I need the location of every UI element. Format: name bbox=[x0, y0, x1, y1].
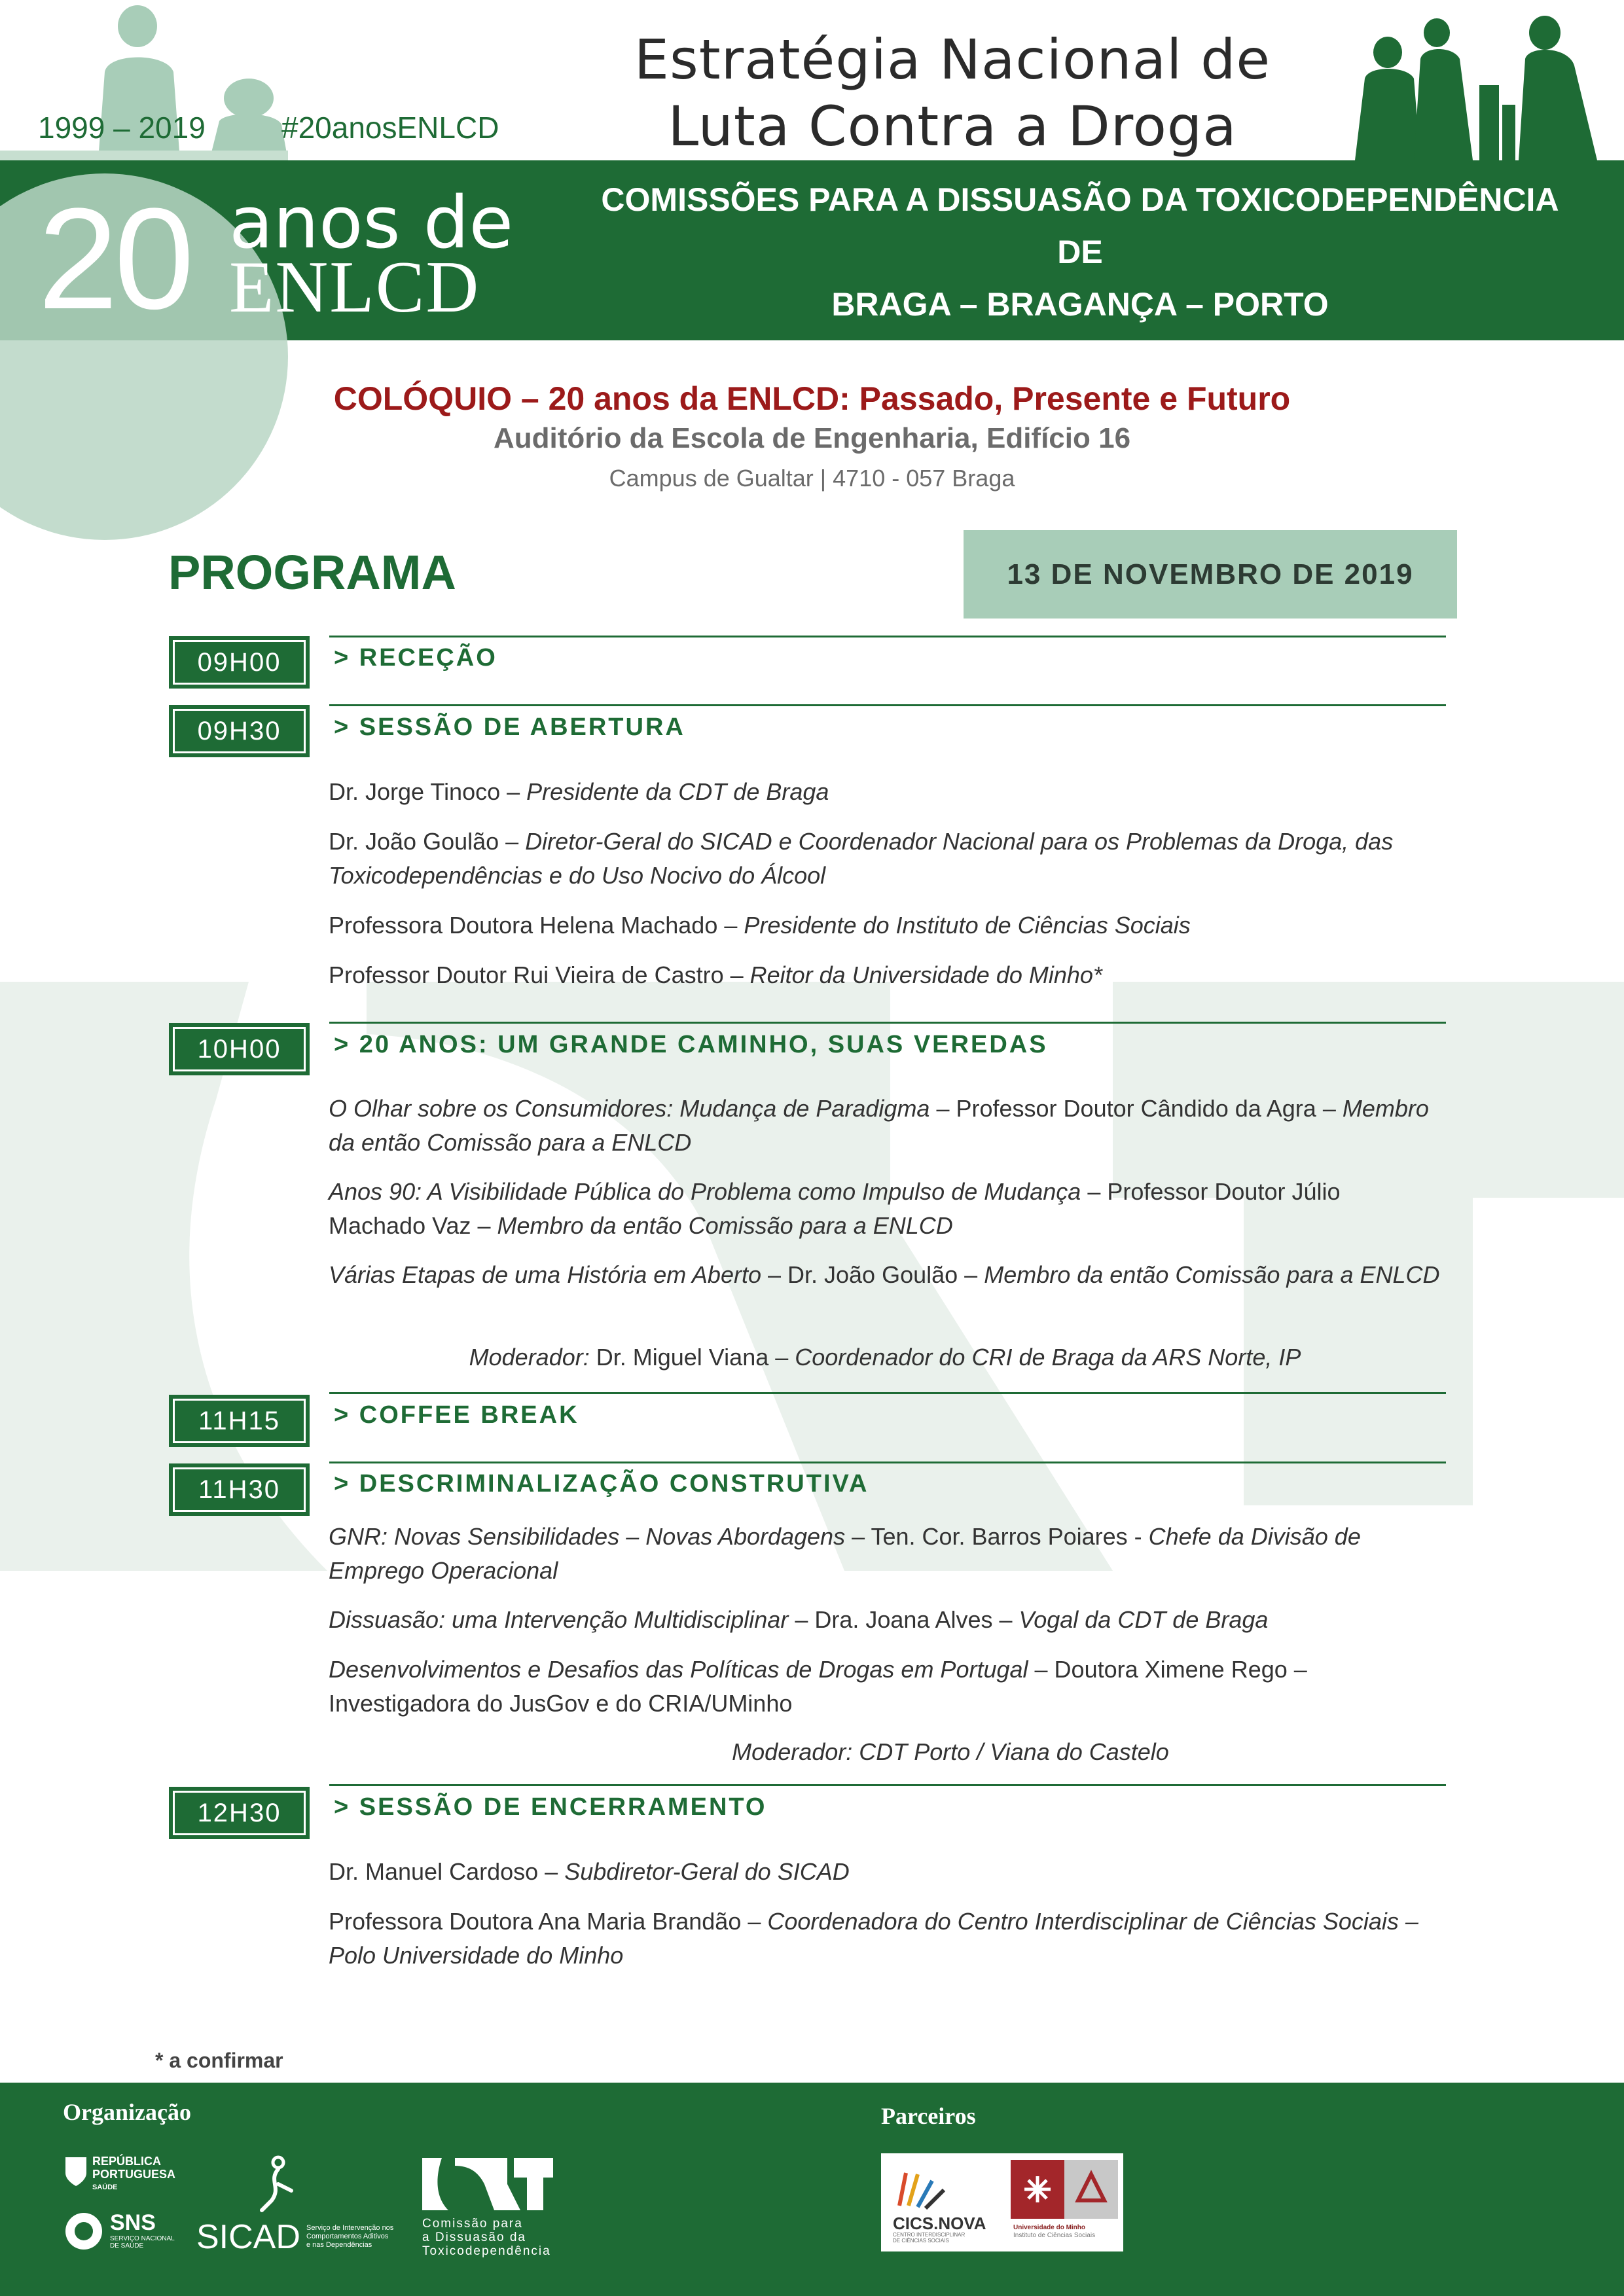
speaker-role: Vogal da CDT de Braga bbox=[1019, 1606, 1269, 1633]
speaker-role: Presidente do Instituto de Ciências Sociais bbox=[744, 912, 1191, 939]
talk-item bbox=[329, 1175, 1441, 1243]
speaker-role: Chefe da Divisão de Emprego Operacional bbox=[329, 1523, 1361, 1584]
talk-title: Desenvolvimentos e Desafios das Políticas de Drogas em Portugal bbox=[329, 1656, 1028, 1683]
speaker-role: Diretor-Geral do SICAD e Coordenador Nacional para os Problemas da Droga, das Toxicodependências e do Uso Nocivo do Álcool bbox=[329, 828, 1394, 889]
session-divider bbox=[329, 636, 1446, 637]
talk-title: Anos 90: A Visibilidade Pública do Problema como Impulso de Mudança bbox=[329, 1178, 1081, 1205]
session-title: > SESSÃO DE ENCERRAMENTO bbox=[334, 1793, 767, 1821]
uminho-line1: Universidade do Minho bbox=[1013, 2224, 1086, 2231]
organization-label: Organização bbox=[63, 2099, 191, 2125]
uminho-emblem-icon bbox=[1011, 2160, 1118, 2219]
speaker-item bbox=[329, 775, 1441, 809]
session-title: > DESCRIMINALIZAÇÃO CONSTRUTIVA bbox=[334, 1470, 869, 1498]
moderator-item bbox=[329, 1735, 1441, 1769]
sicad-sub2: Comportamentos Aditivos bbox=[306, 2233, 389, 2240]
sns-emblem-icon bbox=[63, 2210, 105, 2252]
sns-text: SNS bbox=[110, 2210, 156, 2235]
speaker-name: – Dra. Joana Alves – bbox=[788, 1606, 1019, 1633]
time-badge: 12H30 bbox=[169, 1787, 310, 1839]
uminho-logo bbox=[1011, 2160, 1118, 2245]
speaker-role: Reitor da Universidade do Minho* bbox=[749, 961, 1102, 988]
speaker-item bbox=[329, 1855, 1441, 1889]
moderator-role: Coordenador do CRI de Braga da ARS Norte, IP bbox=[795, 1344, 1301, 1371]
band-line1: COMISSÕES PARA A DISSUASÃO DA TOXICODEPENDÊNCIA DE bbox=[601, 181, 1559, 270]
talk-item bbox=[329, 1653, 1441, 1721]
cics-sub2: DE CIÊNCIAS SOCIAIS bbox=[893, 2238, 949, 2244]
session-title: > COFFEE BREAK bbox=[334, 1401, 579, 1429]
silhouette-right-icon bbox=[1316, 13, 1624, 160]
speaker-name: Dr. Manuel Cardoso – bbox=[329, 1858, 565, 1885]
time-badge: 10H00 bbox=[169, 1023, 310, 1075]
partners-box bbox=[881, 2153, 1123, 2251]
session-divider bbox=[329, 1392, 1446, 1394]
footnote: * a confirmar bbox=[155, 2049, 283, 2072]
sicad-text: SICAD bbox=[196, 2218, 300, 2256]
speaker-name: – Dr. João Goulão – bbox=[761, 1261, 984, 1288]
speaker-name: Professora Doutora Ana Maria Brandão – bbox=[329, 1908, 768, 1935]
speaker-name: Dr. Jorge Tinoco – bbox=[329, 778, 527, 805]
speaker-role: Membro da então Comissão para a ENLCD bbox=[984, 1261, 1440, 1288]
event-venue: Auditório da Escola de Engenharia, Edifício 16 bbox=[493, 422, 1131, 454]
time-badge: 11H15 bbox=[169, 1395, 310, 1447]
sns-sub2: DE SAÚDE bbox=[110, 2242, 144, 2250]
time-badge: 11H30 bbox=[169, 1463, 310, 1516]
moderator-name: Dr. Miguel Viana – bbox=[589, 1344, 795, 1371]
cics-nova-text: CICS.NOVA bbox=[893, 2214, 986, 2233]
cics-nova-logo bbox=[886, 2160, 1004, 2245]
programa-heading: PROGRAMA bbox=[168, 545, 456, 600]
speaker-name: – Doutora Ximene Rego – Investigadora do JusGov e do CRIA/UMinho bbox=[329, 1656, 1307, 1717]
speaker-name: – Professor Doutor Cândido da Agra – bbox=[929, 1095, 1343, 1122]
cics-sub1: CENTRO INTERDISCIPLINAR bbox=[893, 2232, 965, 2238]
moderator-label: Moderador: bbox=[469, 1344, 590, 1371]
strategy-title bbox=[583, 26, 1322, 160]
event-address: Campus de Gualtar | 4710 - 057 Braga bbox=[609, 465, 1015, 492]
cdt-line3: Toxicodependência bbox=[422, 2244, 551, 2258]
talk-title: O Olhar sobre os Consumidores: Mudança de Paradigma bbox=[329, 1095, 930, 1122]
speaker-role: Presidente da CDT de Braga bbox=[526, 778, 829, 805]
sns-sub1: SERVIÇO NACIONAL bbox=[110, 2235, 175, 2242]
talk-item bbox=[329, 1603, 1441, 1637]
uminho-line2: Instituto de Ciências Sociais bbox=[1013, 2232, 1096, 2239]
speaker-name: – Professor Doutor Júlio Machado Vaz – bbox=[329, 1178, 1341, 1239]
speaker-name: Dr. João Goulão – bbox=[329, 828, 526, 855]
band-line2: BRAGA – BRAGANÇA – PORTO bbox=[831, 286, 1329, 323]
moderator-text: Moderador: CDT Porto / Viana do Castelo bbox=[732, 1738, 1169, 1765]
sns-logo bbox=[63, 2210, 194, 2256]
sicad-figure-icon bbox=[242, 2155, 308, 2214]
speaker-item bbox=[329, 825, 1441, 893]
strategy-title-line1: Estratégia Nacional de bbox=[634, 27, 1271, 92]
republica-line1: REPÚBLICA bbox=[92, 2155, 162, 2168]
speaker-role: Subdiretor-Geral do SICAD bbox=[564, 1858, 850, 1885]
republic-emblem-icon bbox=[63, 2155, 89, 2187]
speaker-item bbox=[329, 958, 1441, 992]
date-badge: 13 DE NOVEMBRO DE 2019 bbox=[964, 530, 1457, 619]
republica-portuguesa-logo bbox=[63, 2155, 194, 2194]
strategy-title-line2: Luta Contra a Droga bbox=[668, 94, 1237, 158]
speaker-item bbox=[329, 1905, 1441, 1973]
talk-title: GNR: Novas Sensibilidades – Novas Abordagens bbox=[329, 1523, 846, 1550]
sicad-sub3: e nas Dependências bbox=[306, 2241, 372, 2249]
speaker-role: Coordenadora do Centro Interdisciplinar de Ciências Sociais – Polo Universidade do Minho bbox=[329, 1908, 1418, 1969]
time-badge: 09H30 bbox=[169, 705, 310, 757]
footer bbox=[0, 2083, 1624, 2296]
speaker-item bbox=[329, 908, 1441, 942]
badge-number: 20 bbox=[38, 178, 190, 339]
band-line3: VIANA DO CASTELO – VILA REAL bbox=[814, 338, 1346, 375]
header-band bbox=[0, 160, 1624, 375]
talk-title: Várias Etapas de uma História em Aberto bbox=[329, 1261, 761, 1288]
republica-line2: PORTUGUESA bbox=[92, 2168, 176, 2181]
session-divider bbox=[329, 1462, 1446, 1463]
badge-enlcd: ENLCD bbox=[229, 247, 480, 328]
speaker-name: Professor Doutor Rui Vieira de Castro – bbox=[329, 961, 750, 988]
talk-item bbox=[329, 1258, 1441, 1292]
moderator-item bbox=[329, 1340, 1441, 1374]
sicad-sub1: Serviço de Intervenção nos bbox=[306, 2224, 394, 2232]
session-divider bbox=[329, 1022, 1446, 1024]
commissions-text bbox=[576, 173, 1584, 383]
speaker-role: Membro da então Comissão para a ENLCD bbox=[497, 1212, 953, 1239]
talk-item bbox=[329, 1520, 1441, 1588]
sicad-logo bbox=[196, 2155, 412, 2266]
cdt-line2: a Dissuasão da bbox=[422, 2231, 526, 2244]
header bbox=[0, 0, 1624, 160]
cics-rays-icon bbox=[886, 2160, 965, 2212]
years-range: 1999 – 2019 bbox=[38, 111, 206, 145]
talk-item bbox=[329, 1092, 1441, 1160]
talk-title: Dissuasão: uma Intervenção Multidisciplinar bbox=[329, 1606, 789, 1633]
session-title: > SESSÃO DE ABERTURA bbox=[334, 713, 685, 741]
republica-line3: SAÚDE bbox=[92, 2183, 118, 2191]
cdt-logo bbox=[422, 2158, 553, 2263]
cdt-line1: Comissão para bbox=[422, 2217, 523, 2231]
cdt-emblem-icon bbox=[422, 2158, 553, 2214]
speaker-role: Membro da então Comissão para a ENLCD bbox=[329, 1095, 1429, 1156]
badge-anos-de: anos de bbox=[229, 181, 514, 264]
hashtag: #20anosENLCD bbox=[281, 111, 499, 145]
session-title: > 20 ANOS: UM GRANDE CAMINHO, SUAS VEREDAS bbox=[334, 1031, 1048, 1058]
session-divider bbox=[329, 1784, 1446, 1786]
partners-label: Parceiros bbox=[881, 2103, 976, 2129]
session-divider bbox=[329, 704, 1446, 706]
event-title: COLÓQUIO – 20 anos da ENLCD: Passado, Presente e Futuro bbox=[333, 380, 1291, 417]
speaker-name: – Ten. Cor. Barros Poiares - bbox=[845, 1523, 1149, 1550]
speaker-name: Professora Doutora Helena Machado – bbox=[329, 912, 744, 939]
time-badge: 09H00 bbox=[169, 636, 310, 689]
session-title: > RECEÇÃO bbox=[334, 644, 497, 672]
